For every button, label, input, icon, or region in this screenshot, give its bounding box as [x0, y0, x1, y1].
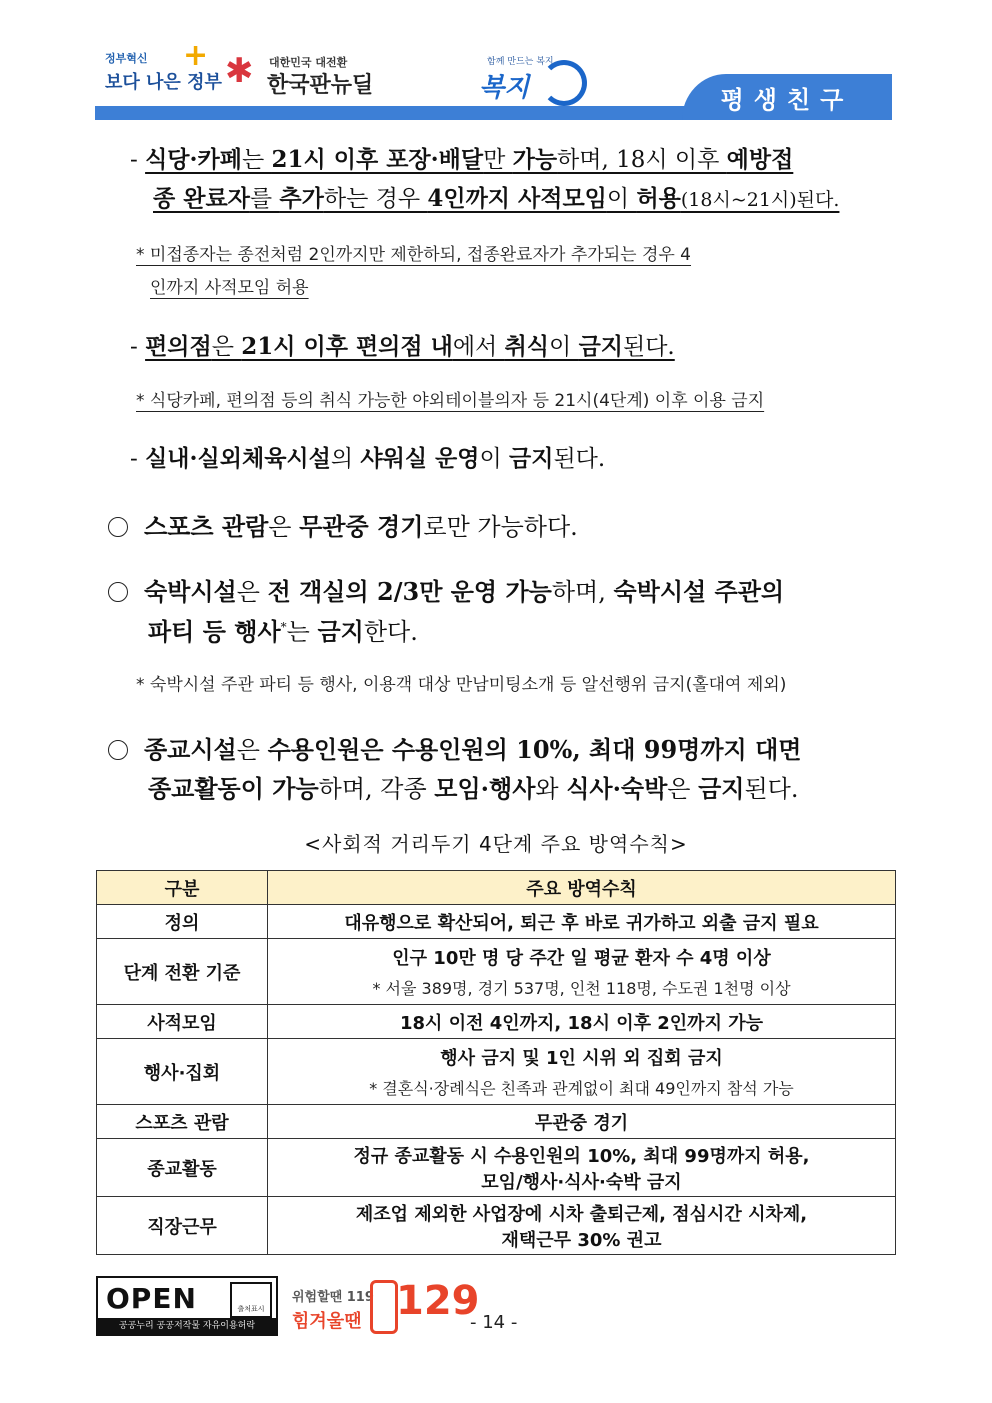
logo3-small-text: 함께 만드는 복지 [487, 57, 554, 67]
row-main-text: 인구 10만 명 당 주간 일 평균 환자 수 4명 이상 [392, 948, 771, 969]
table-row [97, 905, 896, 939]
welfare-logo [479, 54, 554, 104]
table-caption: <사회적 거리두기 4단계 주요 방역수칙> [304, 832, 688, 856]
bullet-lodging-line1: 숙박시설은 전 객실의 2/3만 운영 가능하며, 숙박시설 주관의 [108, 572, 784, 607]
hotline-big: 힘겨울땐 [292, 1311, 362, 1332]
logo3-big-text: 복지 [479, 73, 530, 103]
rules-table [96, 870, 896, 1255]
table-row [97, 939, 896, 1005]
logo2-big-text: 한국판뉴딜 [267, 73, 374, 98]
header-rule [95, 106, 695, 120]
row-value [268, 1039, 896, 1105]
bullet-sports-facility: - 실내·실외체육시설의 샤워실 운영이 금지된다. [130, 445, 606, 472]
row-value: 18시 이전 4인까지, 18시 이후 2인까지 가능 [268, 1005, 896, 1039]
row-value [268, 1139, 896, 1197]
row-label: 정의 [97, 905, 268, 939]
row-label: 사적모임 [97, 1005, 268, 1039]
row-label: 단계 전환 기준 [97, 939, 268, 1005]
note-unvaccinated-line1: * 미접종자는 종전처럼 2인까지만 제한하되, 접종완료자가 추가되는 경우 4 [136, 245, 692, 265]
row-main-text-2: 모임/행사·식사·숙박 금지 [481, 1171, 682, 1193]
phone-icon [370, 1280, 398, 1334]
table-row [97, 1005, 896, 1039]
open-license-text: 공공누리 공공저작물 자유이용허락 [98, 1318, 276, 1334]
page-number: - 14 - [470, 1312, 518, 1333]
newdeal-star-icon: ✱ [225, 51, 254, 91]
circle-bullet-icon [108, 740, 128, 760]
open-word: OPEN [106, 1282, 197, 1315]
row-label: 종교활동 [97, 1139, 268, 1197]
logo2-small-text: 대한민국 대전환 [269, 56, 348, 69]
table-row [97, 1197, 896, 1255]
row-sub-text: * 결혼식·장례식은 친족과 관계없이 최대 49인까지 참석 가능 [369, 1079, 794, 1098]
plus-icon: + [183, 38, 209, 73]
table-row [97, 1105, 896, 1139]
row-value [268, 939, 896, 1005]
row-main-text-2: 재택근무 30% 권고 [501, 1229, 662, 1251]
row-sub-text: * 서울 389명, 경기 537명, 인천 118명, 수도권 1천명 이상 [372, 979, 791, 998]
attribution-icon [230, 1282, 272, 1318]
bullet-sports-viewing: 스포츠 관람은 무관중 경기로만 가능하다. [108, 507, 578, 542]
bullet-religion-line1: 종교시설은 수용인원은 수용인원의 10%, 최대 99명까지 대면 [108, 730, 801, 765]
logo1-small-text: 정부혁신 [105, 52, 148, 65]
circle-bullet-icon [108, 517, 128, 537]
row-main-text: 제조업 제외한 사업장에 시차 출퇴근제, 점심시간 시차제, [355, 1203, 808, 1225]
bullet-religion-line2: 종교활동이 가능하며, 각종 모임·행사와 식사·숙박은 금지된다. [148, 774, 799, 803]
bullet-convenience-store: - 편의점은 21시 이후 편의점 내에서 취식이 금지된다. [130, 333, 675, 360]
hotline-small: 위험할땐 119 [292, 1290, 374, 1305]
row-value: 대유행으로 확산되어, 퇴근 후 바로 귀가하고 외출 금지 필요 [268, 905, 896, 939]
row-main-text: 행사 금지 및 1인 시위 외 집회 금지 [440, 1048, 723, 1069]
row-label: 직장근무 [97, 1197, 268, 1255]
attribution-text: 출처표시 [237, 1305, 265, 1313]
bullet-lodging-line2: 파티 등 행사*는 금지한다. [148, 617, 418, 646]
page-footer [96, 1276, 516, 1336]
logo1-big-text: 보다 나은 정부 [105, 72, 222, 93]
note-unvaccinated-line2: 인까지 사적모임 허용 [150, 278, 309, 298]
open-license-badge [96, 1276, 278, 1336]
row-label: 스포츠 관람 [97, 1105, 268, 1139]
table-row [97, 1039, 896, 1105]
hotline-number: 129 [396, 1278, 480, 1324]
row-label: 행사·집회 [97, 1039, 268, 1105]
row-main-text: 정규 종교활동 시 수용인원의 10%, 최대 99명까지 허용, [353, 1145, 810, 1167]
circle-bullet-icon [108, 582, 128, 602]
hotline-text [292, 1286, 374, 1333]
row-value [268, 1197, 896, 1255]
page-header [95, 38, 892, 124]
table-row [97, 1139, 896, 1197]
row-value: 무관중 경기 [268, 1105, 896, 1139]
table-header-row [97, 871, 896, 905]
bullet-restaurant-line1: - 식당·카페는 21시 이후 포장·배달만 가능하며, 18시 이후 예방접 [130, 146, 794, 173]
note-outdoor-table: * 식당카페, 편의점 등의 취식 가능한 야외테이블의자 등 21시(4단계) 이후 이용 금지 [136, 391, 765, 411]
note-lodging: * 숙박시설 주관 파티 등 행사, 이용객 대상 만남미팅소개 등 알선행위 금지(홀대여 제외) [136, 675, 787, 695]
header-category: 구분 [97, 871, 268, 905]
header-tab: 평생친구 [682, 74, 892, 120]
bullet-restaurant-line2: 종 완료자를 추가하는 경우 4인까지 사적모임이 허용(18시~21시)된다. [153, 185, 840, 212]
welfare-ring-icon [541, 60, 587, 106]
header-rules: 주요 방역수칙 [268, 871, 896, 905]
